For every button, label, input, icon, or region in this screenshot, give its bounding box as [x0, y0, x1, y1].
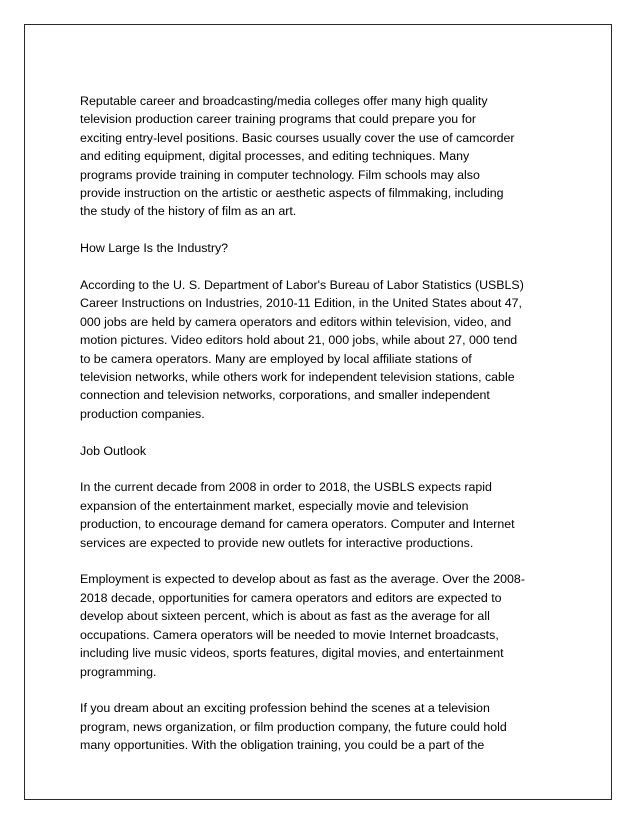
section-heading: Job Outlook — [80, 443, 147, 458]
text-line: According to the U. S. Department of Labor's Bureau of Labor Statistics (USBLS) — [80, 278, 524, 293]
paragraph-employment — [80, 570, 570, 680]
paragraph-industry — [80, 276, 570, 423]
text-line: services are expected to provide new outlets for interactive productions. — [80, 535, 474, 550]
text-line: motion pictures. Video editors hold about 21, 000 jobs, while about 27, 000 tend — [80, 333, 518, 348]
text-line: expansion of the entertainment market, especially movie and television — [80, 498, 469, 513]
text-line: including live music videos, sports features, digital movies, and entertainment — [80, 646, 504, 661]
text-line: program, news organization, or film production company, the future could hold — [80, 719, 507, 734]
document-body — [80, 92, 570, 773]
text-line: connection and television networks, corporations, and smaller independent — [80, 388, 490, 403]
text-line: programs provide training in computer technology. Film schools may also — [80, 167, 480, 182]
text-line: provide instruction on the artistic or aesthetic aspects of filmmaking, including — [80, 186, 504, 201]
text-line: If you dream about an exciting profession behind the scenes at a television — [80, 701, 490, 716]
heading-industry-size — [80, 239, 570, 257]
text-line: Career Instructions on Industries, 2010-11 Edition, in the United States about 47, — [80, 296, 522, 311]
text-line: many opportunities. With the obligation training, you could be a part of the — [80, 738, 485, 753]
text-line: television networks, while others work for independent television stations, cable — [80, 370, 515, 385]
text-line: occupations. Camera operators will be needed to movie Internet broadcasts, — [80, 627, 499, 642]
text-line: 000 jobs are held by camera operators and editors within television, video, and — [80, 314, 512, 329]
heading-job-outlook — [80, 442, 570, 460]
text-line: programming. — [80, 664, 157, 679]
section-heading: How Large Is the Industry? — [80, 241, 229, 256]
paragraph-closing — [80, 699, 570, 754]
text-line: production, to encourage demand for camera operators. Computer and Internet — [80, 517, 515, 532]
text-line: the study of the history of film as an art. — [80, 204, 297, 219]
text-line: to be camera operators. Many are employed by local affiliate stations of — [80, 351, 472, 366]
text-line: Employment is expected to develop about as fast as the average. Over the 2008- — [80, 572, 525, 587]
paragraph-outlook — [80, 478, 570, 552]
text-line: television production career training programs that could prepare you for — [80, 112, 477, 127]
text-line: production companies. — [80, 406, 205, 421]
text-line: 2018 decade, opportunities for camera operators and editors are expected to — [80, 590, 502, 605]
paragraph-education — [80, 92, 570, 221]
text-line: develop about sixteen percent, which is about as fast as the average for all — [80, 609, 490, 624]
text-line: and editing equipment, digital processes, and editing techniques. Many — [80, 149, 470, 164]
text-line: In the current decade from 2008 in order to 2018, the USBLS expects rapid — [80, 480, 492, 495]
text-line: Reputable career and broadcasting/media colleges offer many high quality — [80, 94, 488, 108]
text-line: exciting entry-level positions. Basic courses usually cover the use of camcorder — [80, 130, 515, 145]
